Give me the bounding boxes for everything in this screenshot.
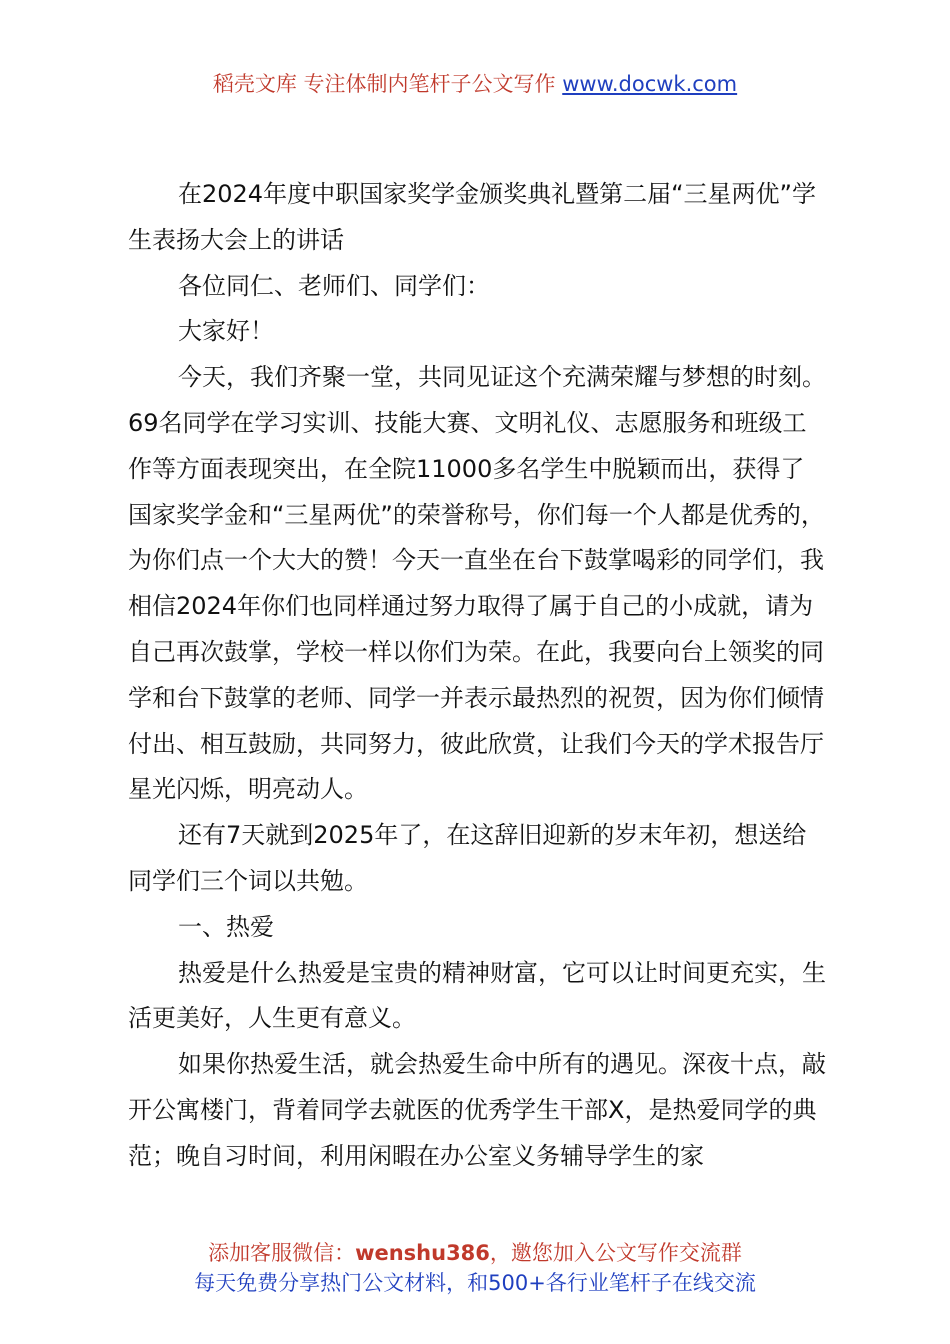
paragraph: 今天，我们齐聚一堂，共同见证这个充满荣耀与梦想的时刻。69名同学在学习实训、技能大赛、文明礼仪、志愿服务和班级工作等方面表现突出，在全院11000多名学生中脱颖而出，获得了国家奖学金和“三星两优”的荣誉称号，你们每一个人都是优秀的，为你们点一个大大的赞！今天一直坐在台下鼓掌喝彩的同学们，我相信2024年你们也同样通过努力取得了属于自己的小成就，请为自己再次鼓掌，学校一样以你们为荣。在此，我要向台上领奖的同学和台下鼓掌的老师、同学一并表示最热烈的祝贺，因为你们倾情付出、相互鼓励，共同努力，彼此欣赏，让我们今天的学术报告厅星光闪烁，明亮动人。	[128, 363, 826, 804]
brand-text: 稻壳文库 专注体制内笔杆子公文写作	[212, 72, 556, 96]
greeting: 大家好！	[178, 317, 274, 346]
document-title: 在2024年度中职国家奖学金颁奖典礼暨第二届“三星两优”学生表扬大会上的讲话	[128, 180, 816, 254]
document-body	[128, 172, 828, 1180]
wechat-id: wenshu386	[355, 1241, 490, 1265]
paragraph: 热爱是什么热爱是宝贵的精神财富，它可以让时间更充实，生活更美好，人生更有意义。	[128, 958, 826, 1033]
section-heading: 一、热爱	[178, 912, 274, 941]
page-header	[0, 68, 950, 100]
footer-prefix: 添加客服微信：	[208, 1241, 356, 1265]
footer-suffix: ，邀您加入公文写作交流群	[489, 1241, 742, 1265]
salutation: 各位同仁、老师们、同学们：	[178, 271, 490, 300]
paragraph: 还有7天就到2025年了，在这辞旧迎新的岁末年初，想送给同学们三个词以共勉。	[128, 821, 807, 895]
footer-line-2: 每天免费分享热门公文材料，和500+各行业笔杆子在线交流	[194, 1271, 756, 1295]
paragraph: 如果你热爱生活，就会热爱生命中所有的遇见。深夜十点，敲开公寓楼门，背着同学去就医的优秀学生干部X，是热爱同学的典范；晚自习时间，利用闲暇在办公室义务辅导学生的家	[128, 1050, 826, 1170]
footer-line-1	[0, 1238, 950, 1268]
page-footer	[0, 1238, 950, 1298]
website-link[interactable]: www.docwk.com	[562, 72, 738, 96]
